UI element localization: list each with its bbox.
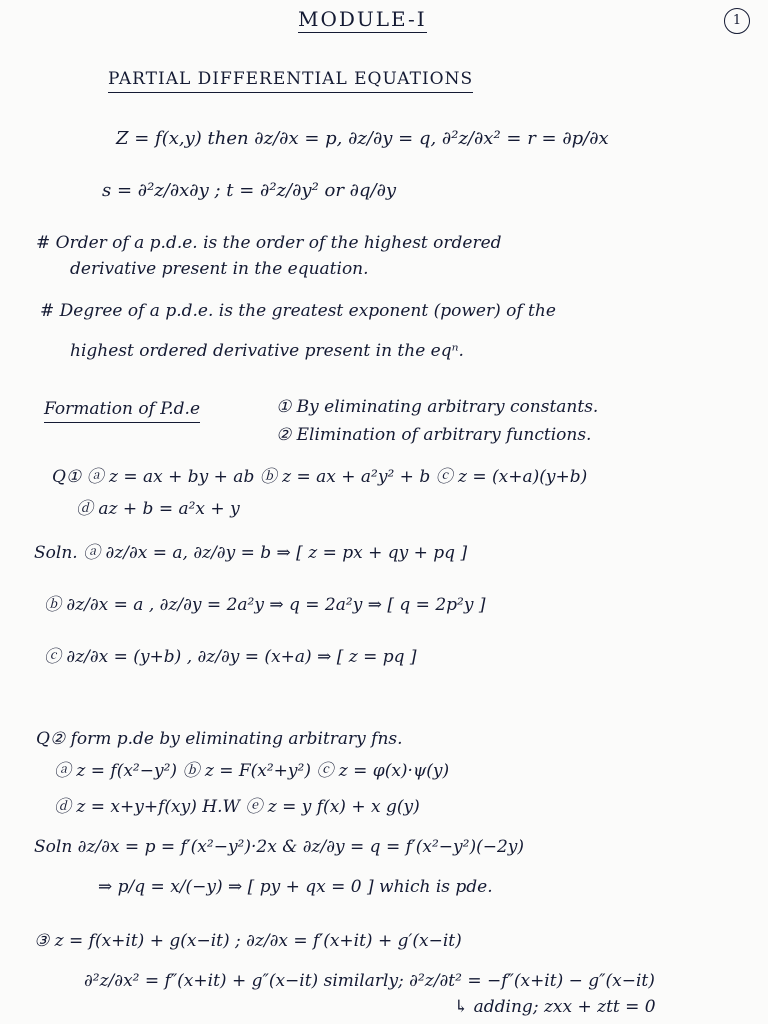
q3-line-1: ③ z = f(x+it) + g(x−it) ; ∂z/∂x = f′(x+it) + g′(x−it) [34,931,462,951]
q2-line-1: ⓐ z = f(x²−y²) ⓑ z = F(x²+y²) ⓒ z = φ(x)·ψ(y) [54,761,450,781]
q2-solution-1: Soln ∂z/∂x = p = f′(x²−y²)·2x & ∂z/∂y = q = f′(x²−y²)(−2y) [34,837,525,857]
degree-definition-line-2: highest ordered derivative present in the eqⁿ. [70,341,464,361]
formation-method-2: ② Elimination of arbitrary functions. [276,425,592,445]
q3-line-2: ∂²z/∂x² = f″(x+it) + g″(x−it) similarly; ∂²z/∂t² = −f″(x+it) − g″(x−it) [84,971,655,991]
order-definition-line-1: # Order of a p.d.e. is the order of the highest ordered [36,233,502,253]
q1-solution-a: Soln. ⓐ ∂z/∂x = a, ∂z/∂y = b ⇒ [ z = px + qy + pq ] [34,543,468,563]
page-title: MODULE-I [298,7,427,31]
formation-label: Formation of P.d.e [44,398,200,423]
q3-line-3: ↳ adding; zxx + ztt = 0 [454,997,656,1017]
order-definition-line-2: derivative present in the equation. [70,259,369,279]
page-number: 1 [724,8,750,34]
q2-solution-2: ⇒ p/q = x/(−y) ⇒ [ py + qx = 0 ] which is pde. [98,877,493,897]
degree-definition-line-1: # Degree of a p.d.e. is the greatest exponent (power) of the [40,301,556,321]
formation-method-1: ① By eliminating arbitrary constants. [276,397,599,417]
q1-line-2: ⓓ az + b = a²x + y [76,499,240,519]
notation-line-1: Z = f(x,y) then ∂z/∂x = p, ∂z/∂y = q, ∂²z/∂x² = r = ∂p/∂x [116,128,609,149]
q2-intro: Q② form p.de by eliminating arbitrary fns. [36,729,403,749]
q1-solution-b: ⓑ ∂z/∂x = a , ∂z/∂y = 2a²y ⇒ q = 2a²y ⇒ [ q = 2p²y ] [44,595,486,615]
notation-line-2: s = ∂²z/∂x∂y ; t = ∂²z/∂y² or ∂q/∂y [102,180,397,201]
q2-line-2: ⓓ z = x+y+f(xy) H.W ⓔ z = y f(x) + x g(y) [54,797,420,817]
q1-solution-c: ⓒ ∂z/∂x = (y+b) , ∂z/∂y = (x+a) ⇒ [ z = pq ] [44,647,417,667]
section-heading: PARTIAL DIFFERENTIAL EQUATIONS [108,68,473,93]
q1-line-1: Q① ⓐ z = ax + by + ab ⓑ z = ax + a²y² + b ⓒ z = (x+a)(y+b) [52,467,588,487]
